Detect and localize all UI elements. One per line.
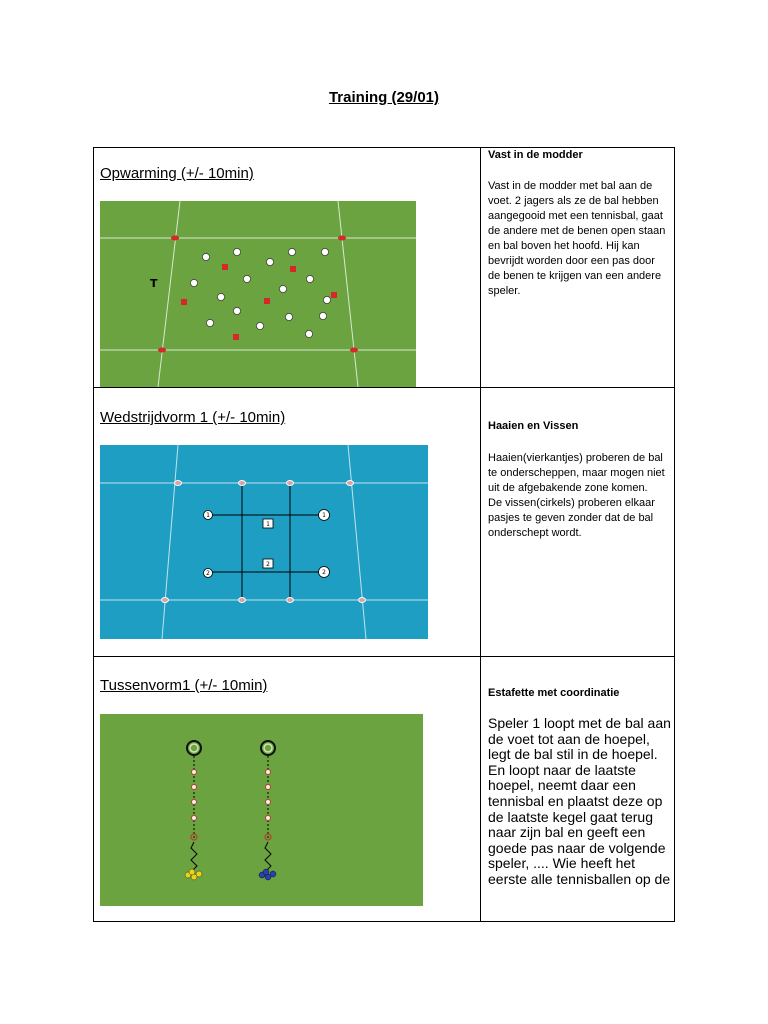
relay-field-diagram <box>100 714 423 906</box>
section-right-cell <box>481 657 675 922</box>
coach-marker: T <box>150 277 158 290</box>
chaser <box>181 299 187 305</box>
section-heading: Wedstrijdvorm 1 (+/- 10min) <box>100 409 286 426</box>
player-label: 1 <box>266 521 270 528</box>
cone <box>192 785 197 790</box>
player <box>323 296 330 303</box>
player <box>233 307 240 314</box>
section-right-cell <box>481 148 675 388</box>
player-label: 1 <box>322 512 326 519</box>
player-label: 1 <box>206 512 210 519</box>
cone <box>239 598 246 603</box>
player <box>270 871 276 877</box>
cone <box>359 598 366 603</box>
cone <box>158 348 166 353</box>
cone <box>266 800 271 805</box>
player <box>279 285 286 292</box>
warmup-field-diagram <box>100 201 416 387</box>
player <box>196 871 202 877</box>
cone <box>239 481 246 486</box>
cone <box>192 800 197 805</box>
chaser <box>290 266 296 272</box>
player <box>305 330 312 337</box>
cone <box>287 598 294 603</box>
cone <box>192 816 197 821</box>
exercise-description: Vast in de modder met bal aan de voet. 2 jagers als ze de bal hebben aangegooid met een tennisbal, gaat de andere met de benen open staan en bal boven het hoofd. Hij kan bevrijdt worden door een pas door de benen te krijgen van een andere speler. <box>488 180 666 297</box>
chaser <box>264 298 270 304</box>
document-title: Training (29/01) <box>328 89 440 106</box>
player <box>189 869 195 875</box>
cone <box>266 785 271 790</box>
section-heading: Tussenvorm1 (+/- 10min) <box>100 677 268 694</box>
cone <box>162 598 169 603</box>
chaser <box>222 264 228 270</box>
exercise-description: Haaien(vierkantjes) proberen de bal te onderscheppen, maar mogen niet uit de afgebakende zone komen. De vissen(cirkels) proberen elkaar pasjes te geven zonder dat de bal onderschept wordt. <box>488 452 665 539</box>
cone <box>175 481 182 486</box>
player <box>321 248 328 255</box>
exercise-title: Vast in de modder <box>488 149 583 161</box>
exercise-title: Estafette met coordinatie <box>488 687 620 699</box>
player <box>202 253 209 260</box>
section-left-cell <box>94 148 481 388</box>
player <box>206 319 213 326</box>
player-label: 2 <box>266 561 270 568</box>
player-label: 2 <box>206 570 210 577</box>
section-right-cell <box>481 388 675 657</box>
player <box>256 322 263 329</box>
cone <box>338 236 346 241</box>
cone <box>171 236 179 241</box>
field-background <box>100 445 428 639</box>
cone <box>350 348 358 353</box>
cone <box>266 816 271 821</box>
player <box>243 275 250 282</box>
chaser <box>233 334 239 340</box>
player <box>306 275 313 282</box>
match-field-diagram <box>100 445 428 639</box>
section-row-match <box>94 388 675 657</box>
player <box>263 869 269 875</box>
player <box>319 312 326 319</box>
field-background <box>100 201 416 387</box>
section-left-cell <box>94 388 481 657</box>
player <box>217 293 224 300</box>
exercise-title: Haaien en Vissen <box>488 420 579 432</box>
section-left-cell <box>94 657 481 922</box>
player <box>285 313 292 320</box>
training-table <box>93 147 675 922</box>
chaser <box>331 292 337 298</box>
section-heading: Opwarming (+/- 10min) <box>100 165 254 182</box>
section-row-warmup <box>94 148 675 388</box>
exercise-description: Speler 1 loopt met de bal aan de voet tot aan de hoepel, legt de bal stil in de hoepel. En loopt naar de laatste hoepel, neemt daar een tennisbal en plaatst deze op de laatste kegel gaat terug naar zijn bal en geeft een goede pas naar de volgende speler, .... Wie heeft het eerste alle tennisballen op de <box>488 716 671 887</box>
player-label: 2 <box>322 569 326 576</box>
cone <box>266 770 271 775</box>
player <box>266 258 273 265</box>
section-row-relay <box>94 657 675 922</box>
cone <box>192 770 197 775</box>
cone <box>347 481 354 486</box>
cone <box>287 481 294 486</box>
player <box>190 279 197 286</box>
player <box>233 248 240 255</box>
player <box>288 248 295 255</box>
